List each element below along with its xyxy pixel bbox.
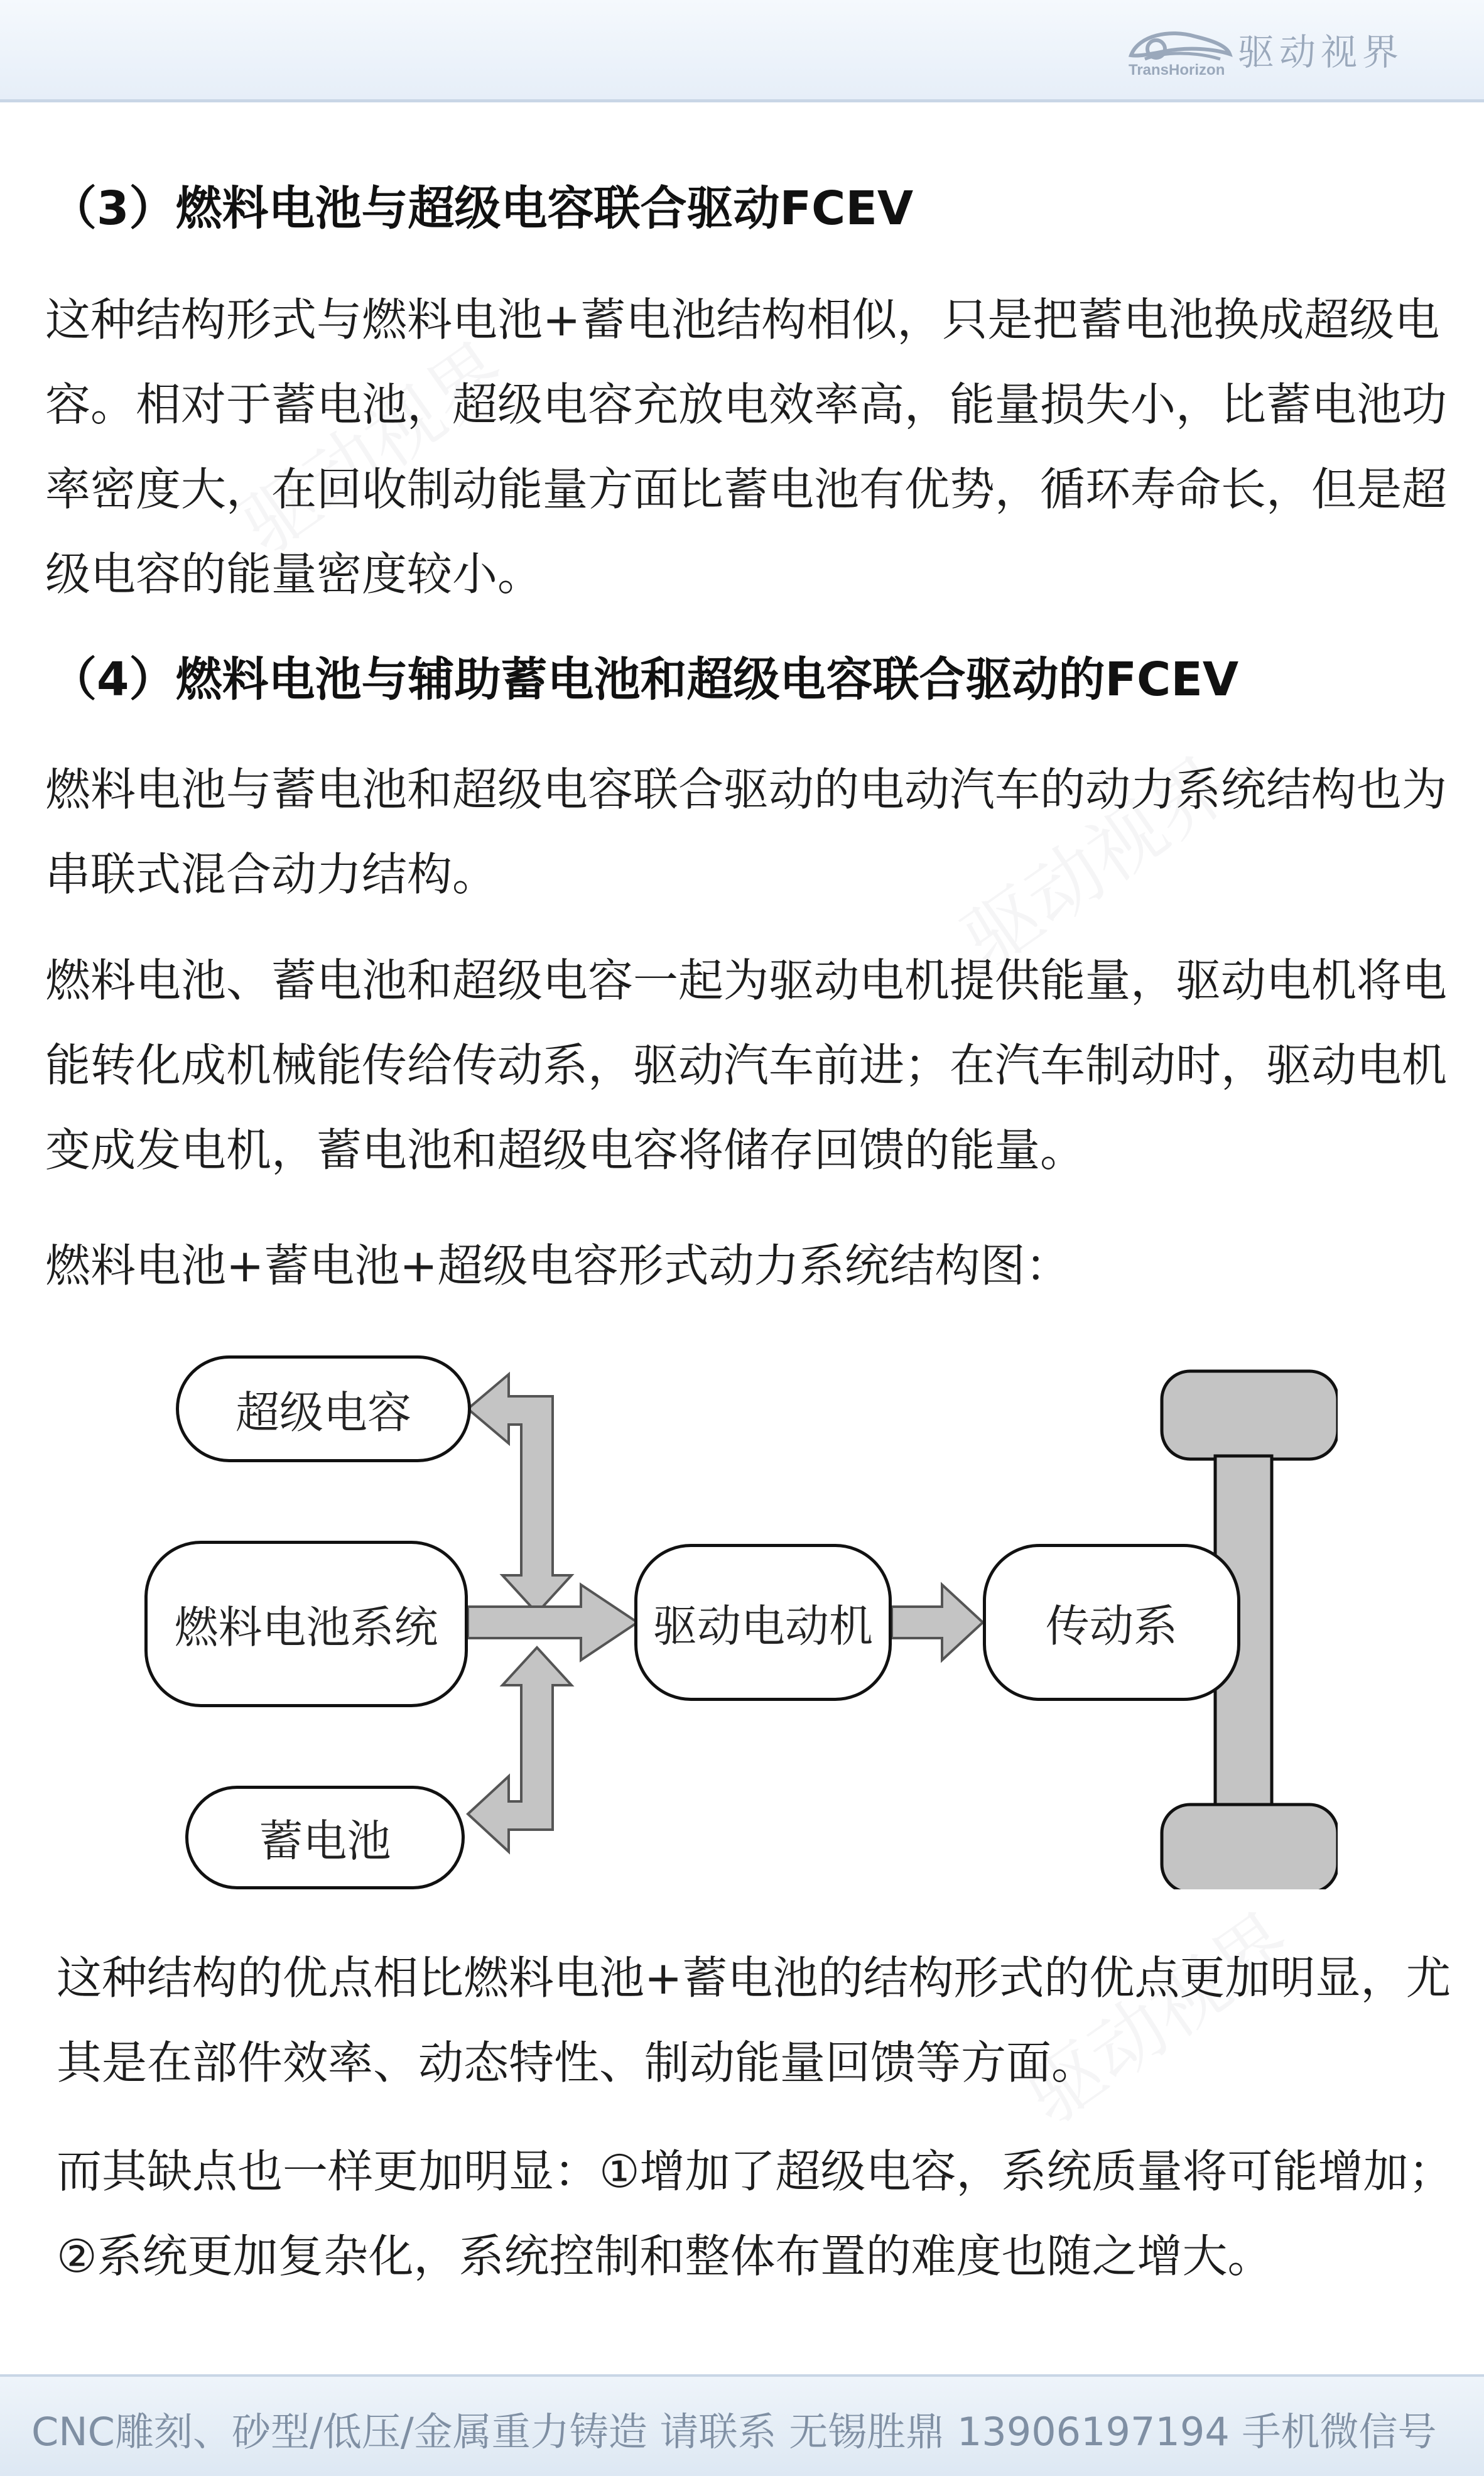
page-footer: [0, 2374, 1484, 2476]
paragraph: 燃料电池、蓄电池和超级电容一起为驱动电机提供能量，驱动电机将电能转化成机械能传给传动系，驱动汽车前进；在汽车制动时，驱动电机变成发电机，蓄电池和超级电容将储存回馈的能量。: [45, 954, 1448, 1176]
node-battery: 蓄电池: [185, 1786, 465, 1889]
brand-name-en: TransHorizon: [1129, 62, 1225, 79]
arrow-supercap-to-junction: [468, 1374, 571, 1613]
paragraph: 这种结构的优点相比燃料电池+蓄电池的结构形式的优点更加明显，尤其是在部件效率、动态特性、制动能量回馈等方面。: [57, 1952, 1451, 2089]
brand-name-cn: 驱动视界: [1238, 31, 1404, 73]
brand-logo: [1126, 20, 1427, 83]
arrow-motor-to-transmission: [892, 1585, 983, 1660]
footer-contact: CNC雕刻、砂型/低压/金属重力铸造 请联系 无锡胜鼎 13906197194 手机微信号: [31, 2409, 1437, 2455]
page-header: [0, 0, 1484, 102]
watermark: 驱动视界: [948, 741, 1245, 986]
section-heading: （3）燃料电池与超级电容联合驱动FCEV: [50, 182, 914, 236]
paragraph: 这种结构形式与燃料电池+蓄电池结构相似，只是把蓄电池换成超级电容。相对于蓄电池，超级电容充放电效率高，能量损失小，比蓄电池功率密度大，在回收制动能量方面比蓄电池有优势，循环寿命长，但是超级电容的能量密度较小。: [45, 293, 1448, 600]
wheel-bottom: [1162, 1805, 1338, 1889]
paragraph: 而其缺点也一样更加明显：①增加了超级电容，系统质量将可能增加；②系统更加复杂化，系统控制和整体布置的难度也随之增大。: [57, 2145, 1454, 2283]
diagram-caption: 燃料电池+蓄电池+超级电容形式动力系统结构图：: [45, 1239, 1071, 1292]
power-system-diagram: [141, 1337, 1338, 1889]
watermark: 驱动视界: [225, 327, 523, 572]
wheel-top: [1162, 1371, 1338, 1459]
node-fuel-cell-system: 燃料电池系统: [144, 1541, 468, 1707]
node-supercapacitor: 超级电容: [176, 1355, 471, 1462]
watermark: 驱动视界: [1010, 1897, 1308, 2142]
section-heading: （4）燃料电池与辅助蓄电池和超级电容联合驱动的FCEV: [50, 653, 1239, 707]
node-transmission: 传动系: [983, 1544, 1240, 1701]
paragraph: 燃料电池与蓄电池和超级电容联合驱动的电动汽车的动力系统结构也为串联式混合动力结构。: [45, 763, 1448, 901]
node-drive-motor: 驱动电动机: [634, 1544, 892, 1701]
arrow-battery-to-junction: [468, 1648, 571, 1852]
